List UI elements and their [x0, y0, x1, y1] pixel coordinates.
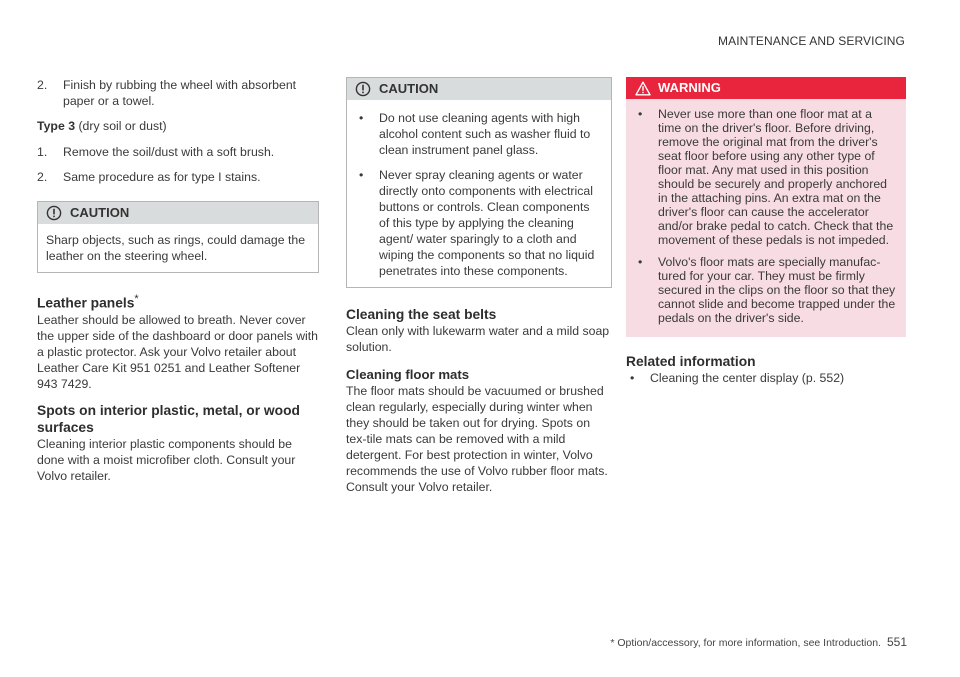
type3-label: Type 3 [37, 119, 76, 133]
step-text: Same procedure as for type I stains. [63, 170, 261, 184]
caution-box [346, 77, 612, 288]
floormats-heading: Cleaning floor mats [346, 367, 470, 382]
bullet: • [359, 168, 364, 182]
warning-body [626, 99, 906, 337]
seatbelts-heading: Cleaning the seat belts [346, 307, 497, 322]
list-item [634, 255, 898, 325]
bullet: • [630, 371, 635, 385]
list-item [37, 77, 319, 109]
type3-line [37, 118, 319, 134]
bullet-text: Never use more than one floor mat at a time on the driver's floor. Before driving, remove the original mat from the driver's seat floor before using any other type of floor mat. Any mat used in this position should be securely and properly anchored in the attaching pins. An extra mat on the driver's floor can cause the accelerator and/or brake pedal to catch. Check that the movement of these pedals is not impeded. [658, 107, 894, 247]
bullet-text: Do not use cleaning agents with high alcohol content such as washer fluid to clean instrument panel glass. [379, 111, 591, 157]
step-text: Remove the soil/dust with a soft brush. [63, 145, 275, 159]
heading-text: Leather panels [37, 295, 135, 311]
step-number: 2. [37, 170, 48, 184]
exclamation-circle-icon [355, 81, 371, 97]
caution-box [37, 201, 319, 273]
list-item [355, 167, 601, 279]
column-2 [346, 77, 612, 505]
list-item [37, 144, 319, 160]
caution-text: Sharp objects, such as rings, could damage the leather on the steering wheel. [46, 233, 306, 263]
leather-panels-text: Leather should be allowed to breath. Never cover the upper side of the dashboard or door panels with a plastic protector. Ask your Volvo retailer about Leather Care Kit 951 0251 and Leather Softener 943 7429. [37, 312, 318, 391]
column-3 [626, 77, 906, 395]
related-link[interactable] [626, 370, 906, 386]
bullet-text: Never spray cleaning agents or water directly onto components with electrical buttons or controls. Clean components of this type by applying the cleaning agent/ water sparingly to a cloth and wiping the components so that no liquid penetrates into these components. [379, 168, 595, 278]
spots-text: Cleaning interior plastic components should be done with a moist microfiber cloth. Consult your Volvo retailer. [37, 436, 296, 483]
warning-box [626, 77, 906, 337]
footnote: * Option/accessory, for more information, see Introduction. [610, 637, 881, 649]
warning-header [626, 77, 906, 99]
leather-panels-heading [37, 291, 319, 312]
bullet: • [359, 111, 364, 125]
list-item [634, 107, 898, 247]
caution-header [38, 202, 318, 224]
floormats-text: The floor mats should be vacuumed or brushed clean regularly, especially during winter when they should be taken out for drying. Spots on tex-tile mats can be removed with a mild detergent. For best protection in winter, Volvo recommends the use of Volvo rubber floor mats. Consult your Volvo retailer. [346, 384, 608, 494]
step-number: 2. [37, 78, 48, 92]
exclamation-circle-icon [46, 205, 62, 221]
bullet-text: Volvo's floor mats are specially manufac-tured for your car. They must be firmly secured in the clips on the floor so that they cannot slide and become trapped under the pedals on the driver's side. [658, 255, 896, 325]
section-header: MAINTENANCE AND SERVICING [718, 34, 905, 48]
seatbelts-text: Clean only with lukewarm water and a mild soap solution. [346, 324, 610, 354]
step-text: Finish by rubbing the wheel with absorbent paper or a towel. [63, 78, 297, 108]
type3-desc: (dry soil or dust) [75, 119, 167, 133]
related-link-text[interactable]: Cleaning the center display (p. 552) [650, 371, 845, 385]
page-footer [610, 634, 907, 651]
caution-title: CAUTION [379, 81, 439, 96]
related-heading: Related information [626, 354, 756, 369]
bullet: • [638, 107, 643, 121]
page-number: 551 [886, 635, 907, 649]
caution-title: CAUTION [70, 205, 130, 220]
caution-header [347, 78, 611, 100]
option-star: * [134, 293, 139, 305]
step-number: 1. [37, 145, 48, 159]
spots-heading: Spots on interior plastic, metal, or wood surfaces [37, 402, 300, 435]
list-item [37, 169, 319, 185]
column-1 [37, 77, 319, 494]
warning-triangle-icon [635, 81, 651, 96]
bullet: • [638, 255, 643, 269]
list-item [355, 110, 601, 158]
caution-body [347, 100, 611, 287]
warning-title: WARNING [658, 80, 721, 95]
